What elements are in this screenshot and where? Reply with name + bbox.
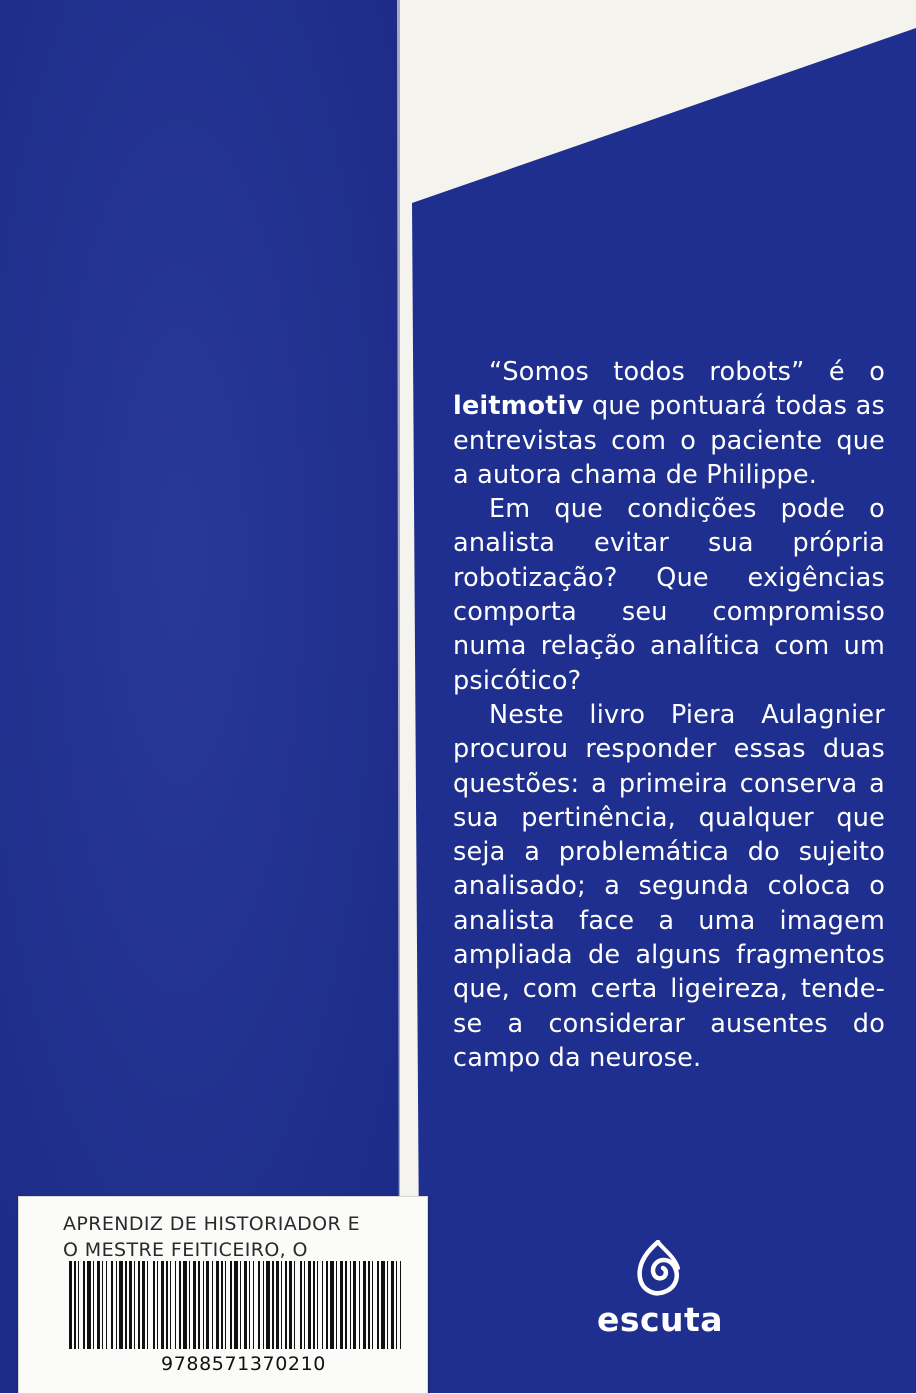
barcode-bar — [125, 1261, 127, 1349]
blurb-paragraph-1 — [453, 355, 885, 492]
barcode-bar — [116, 1261, 117, 1349]
barcode-bar — [272, 1261, 274, 1349]
barcode-bar — [263, 1261, 264, 1349]
barcode-bar — [134, 1261, 135, 1349]
barcode-bar — [258, 1261, 260, 1349]
barcode-bar — [153, 1261, 155, 1349]
barcode-bar — [69, 1261, 72, 1349]
barcode-bar — [221, 1261, 223, 1349]
blurb-leitmotiv: leitmotiv — [453, 391, 584, 422]
barcode-bar — [212, 1261, 213, 1349]
barcode-bar — [102, 1261, 103, 1349]
barcode-bar — [129, 1261, 132, 1349]
barcode-bar — [138, 1261, 140, 1349]
barcode-bar — [326, 1261, 328, 1349]
barcode-bar — [179, 1261, 181, 1349]
barcode-bar — [240, 1261, 241, 1349]
barcode-bar — [340, 1261, 343, 1349]
barcode-bar — [87, 1261, 91, 1349]
barcode-bar — [304, 1261, 305, 1349]
barcode-bar — [193, 1261, 196, 1349]
barcode-bar — [157, 1261, 158, 1349]
barcode-bar — [106, 1261, 107, 1349]
barcode-bar — [353, 1261, 356, 1349]
barcode-bar — [330, 1261, 334, 1349]
publisher-name: escuta — [596, 1300, 724, 1339]
barcode-bar — [166, 1261, 168, 1349]
barcode-bar — [142, 1261, 145, 1349]
isbn-number: 9788571370210 — [161, 1353, 326, 1375]
barcode-bar — [97, 1261, 100, 1349]
barcode-bar — [83, 1261, 85, 1349]
barcode-bar — [381, 1261, 385, 1349]
barcode-bar — [368, 1261, 370, 1349]
barcode-bar — [206, 1261, 209, 1349]
barcode-bar — [377, 1261, 379, 1349]
barcode-bar — [391, 1261, 394, 1349]
barcode-bar — [203, 1261, 204, 1349]
barcode-bar — [225, 1261, 226, 1349]
barcode-bar — [230, 1261, 232, 1349]
barcode-bar — [170, 1261, 171, 1349]
barcode-bar — [363, 1261, 366, 1349]
barcode-bar — [289, 1261, 292, 1349]
spiral-shell-icon — [634, 1240, 682, 1296]
barcode-bar — [266, 1261, 270, 1349]
barcode-bar — [372, 1261, 373, 1349]
back-cover-blurb — [453, 355, 885, 1075]
barcode-bar — [345, 1261, 347, 1349]
blurb-p1-text: “Somos todos robots” é o — [489, 357, 885, 387]
barcode-bar — [336, 1261, 337, 1349]
blurb-paragraph-3: Neste livro Piera Aulagnier procurou responder essas duas questões: a primeira conserva a sua pertinência, qualquer que seja a problemática do sujeito analisado; a segunda coloca o analista face a uma imagem ampliada de alguns fragmentos que, com certa ligeireza, tende-se a considerar ausentes do campo da neurose. — [453, 699, 885, 1073]
barcode-bar — [276, 1261, 279, 1349]
blurb-p1-text-2: que pontuará todas as entrevistas com o paciente que a autora chama de Philippe. — [453, 391, 885, 490]
barcode-bar — [161, 1261, 164, 1349]
blurb-paragraph-2: Em que condições pode o analista evitar sua própria robotização? Que exigências comporta seu compromisso numa relação analítica com um psicótico? — [453, 494, 885, 696]
barcode-bar — [317, 1261, 318, 1349]
barcode-bar — [253, 1261, 254, 1349]
sticker-title-line-2: O MESTRE FEITICEIRO, O — [63, 1239, 308, 1261]
barcode-bar — [147, 1261, 148, 1349]
barcode-bar — [198, 1261, 200, 1349]
publisher-logo — [590, 1240, 730, 1350]
barcode-bar — [216, 1261, 219, 1349]
barcode-bar — [93, 1261, 94, 1349]
barcode-sticker — [18, 1196, 428, 1394]
barcode-bar — [300, 1261, 302, 1349]
barcode-bar — [78, 1261, 79, 1349]
barcode — [67, 1261, 407, 1351]
barcode-bar — [244, 1261, 247, 1349]
barcode-bar — [74, 1261, 76, 1349]
barcode-bar — [294, 1261, 295, 1349]
barcode-bar — [119, 1261, 123, 1349]
barcode-bar — [387, 1261, 388, 1349]
barcode-bar — [183, 1261, 187, 1349]
barcode-bar — [189, 1261, 190, 1349]
barcode-bar — [234, 1261, 238, 1349]
barcode-bar — [350, 1261, 351, 1349]
barcode-bar — [249, 1261, 250, 1349]
barcode-bar — [111, 1261, 113, 1349]
barcode-bar — [175, 1261, 176, 1349]
barcode-bar — [285, 1261, 287, 1349]
barcode-bar — [281, 1261, 282, 1349]
barcode-bar — [308, 1261, 311, 1349]
barcode-bar — [322, 1261, 323, 1349]
sticker-title-line-1: APRENDIZ DE HISTORIADOR E — [63, 1213, 360, 1235]
barcode-bar — [400, 1261, 401, 1349]
barcode-bar — [396, 1261, 397, 1349]
barcode-bar — [313, 1261, 315, 1349]
barcode-bar — [359, 1261, 360, 1349]
